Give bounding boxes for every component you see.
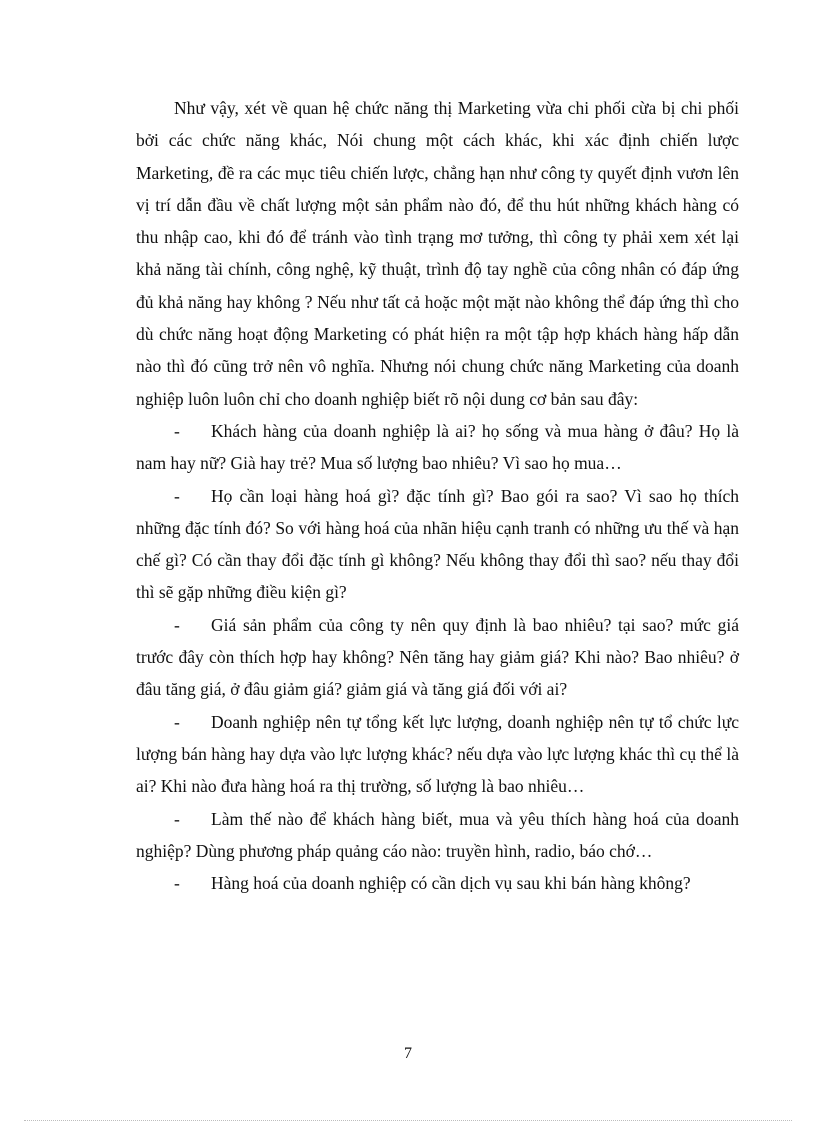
bullet-item: [136, 609, 739, 706]
bullet-item: [136, 867, 739, 899]
bullet-text: Giá sản phẩm của công ty nên quy định là bao nhiêu? tại sao? mức giá trước đây còn thích hợp hay không? Nên tăng hay giảm giá? Khi nào? Bao nhiêu? ở đâu tăng giá, ở đâu giảm giá? giảm giá và tăng giá đối với ai?: [136, 614, 739, 700]
bullet-dash: -: [174, 485, 180, 506]
bullet-dash: -: [174, 420, 180, 441]
body-text: [136, 92, 739, 899]
bullet-item: [136, 706, 739, 803]
bullet-item: [136, 480, 739, 609]
page-bottom-divider: [24, 1120, 792, 1121]
bullet-text: Khách hàng của doanh nghiệp là ai? họ sống và mua hàng ở đâu? Họ là nam hay nữ? Già hay trẻ? Mua số lượng bao nhiêu? Vì sao họ mua…: [136, 420, 739, 474]
bullet-text: Họ cần loại hàng hoá gì? đặc tính gì? Bao gói ra sao? Vì sao họ thích những đặc tính đó? So với hàng hoá của nhãn hiệu cạnh tranh có những ưu thế và hạn chế gì? Có cần thay đổi đặc tính gì không? Nếu không thay đổi thì sao? nếu thay đổi thì sẽ gặp những điều kiện gì?: [136, 485, 739, 603]
bullet-dash: -: [174, 873, 180, 894]
bullet-dash: -: [174, 808, 180, 829]
bullet-item: [136, 803, 739, 868]
bullet-text: Doanh nghiệp nên tự tổng kết lực lượng, doanh nghiệp nên tự tổ chức lực lượng bán hàng hay dựa vào lực lượng khác? nếu dựa vào lực lượng khác thì cụ thể là ai? Khi nào đưa hàng hoá ra thị trường, số lượng là bao nhiêu…: [136, 711, 739, 797]
bullet-item: [136, 415, 739, 480]
intro-paragraph: Như vậy, xét về quan hệ chức năng thị Marketing vừa chi phối cừa bị chi phối bởi các chức năng khác, Nói chung một cách khác, khi xác định chiến lược Marketing, đề ra các mục tiêu chiến lược, chẳng hạn như công ty quyết định vươn lên vị trí dẫn đầu về chất lượng một sản phẩm nào đó, để thu hút những khách hàng có thu nhập cao, khi đó để tránh vào tình trạng mơ tưởng, thì công ty phải xem xét lại khả năng tài chính, công nghệ, kỹ thuật, trình độ tay nghề của công nhân có đáp ứng đủ khả năng hay không ? Nếu như tất cả hoặc một mặt nào không thể đáp ứng thì cho dù chức năng hoạt động Marketing có phát hiện ra một tập hợp khách hàng hấp dẫn nào thì đó cũng trở nên vô nghĩa. Nhưng nói chung chức năng Marketing của doanh nghiệp luôn luôn chỉ cho doanh nghiệp biết rõ nội dung cơ bản sau đây:: [136, 98, 739, 409]
page-number: 7: [404, 1045, 412, 1062]
bullet-dash: -: [174, 614, 180, 635]
bullet-dash: -: [174, 711, 180, 732]
bullet-text: Làm thế nào để khách hàng biết, mua và yêu thích hàng hoá của doanh nghiệp? Dùng phương pháp quảng cáo nào: truyền hình, radio, báo chớ…: [136, 808, 739, 861]
bullet-text: Hàng hoá của doanh nghiệp có cần dịch vụ sau khi bán hàng không?: [211, 873, 691, 894]
